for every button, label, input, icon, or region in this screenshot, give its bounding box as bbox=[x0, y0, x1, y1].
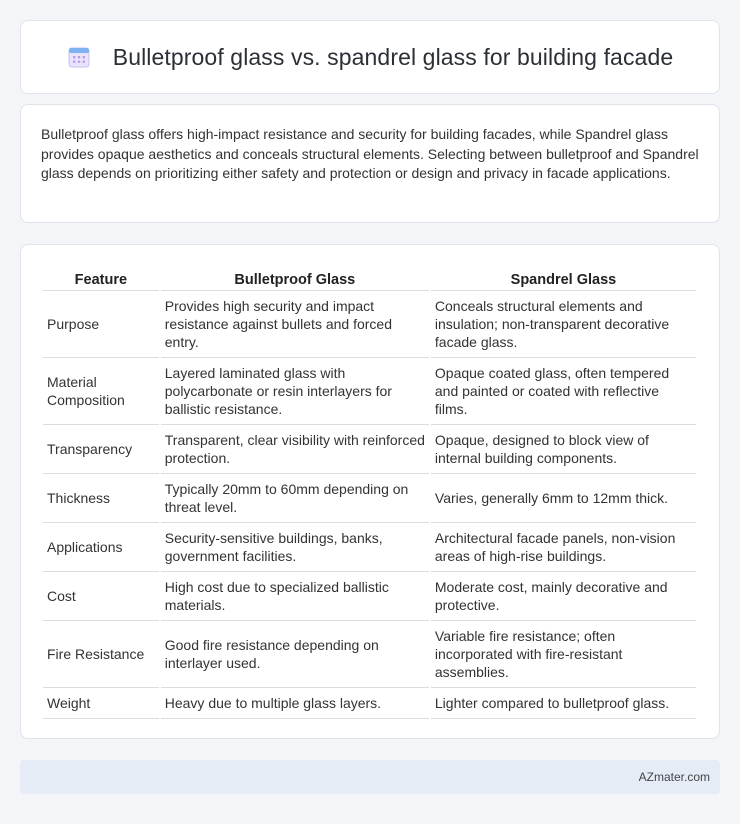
feature-cell: Weight bbox=[43, 688, 159, 719]
spandrel-cell: Variable fire resistance; often incorporated with fire-resistant assemblies. bbox=[431, 621, 696, 688]
description-card bbox=[20, 104, 720, 223]
column-header-spandrel: Spandrel Glass bbox=[431, 265, 696, 291]
table-row bbox=[43, 474, 696, 523]
spandrel-cell: Opaque coated glass, often tempered and painted or coated with reflective films. bbox=[431, 358, 696, 425]
feature-cell: Applications bbox=[43, 523, 159, 572]
feature-cell: Purpose bbox=[43, 291, 159, 358]
table-row bbox=[43, 688, 696, 719]
spandrel-cell: Architectural facade panels, non-vision areas of high-rise buildings. bbox=[431, 523, 696, 572]
feature-cell: Transparency bbox=[43, 425, 159, 474]
feature-cell: Thickness bbox=[43, 474, 159, 523]
bulletproof-cell: Security-sensitive buildings, banks, government facilities. bbox=[161, 523, 429, 572]
table-row bbox=[43, 291, 696, 358]
spandrel-cell: Varies, generally 6mm to 12mm thick. bbox=[431, 474, 696, 523]
footer-bar bbox=[20, 760, 720, 794]
bulletproof-cell: Transparent, clear visibility with reinforced protection. bbox=[161, 425, 429, 474]
column-header-feature: Feature bbox=[43, 265, 159, 291]
bulletproof-cell: Typically 20mm to 60mm depending on threat level. bbox=[161, 474, 429, 523]
title-card bbox=[20, 20, 720, 94]
bulletproof-cell: Good fire resistance depending on interlayer used. bbox=[161, 621, 429, 688]
column-header-bulletproof: Bulletproof Glass bbox=[161, 265, 429, 291]
calendar-icon bbox=[67, 45, 91, 69]
footer-brand: AZmater.com bbox=[638, 770, 710, 784]
comparison-table-card bbox=[20, 244, 720, 739]
feature-cell: Material Composition bbox=[43, 358, 159, 425]
description-text: Bulletproof glass offers high-impact resistance and security for building facades, while Spandrel glass provides opaque aesthetics and conceals structural elements. Selecting between bulletproof and Spandrel glass depends on prioritizing either safety and protection or design and privacy in facade applications. bbox=[41, 126, 699, 181]
table-row bbox=[43, 425, 696, 474]
bulletproof-cell: High cost due to specialized ballistic materials. bbox=[161, 572, 429, 621]
page-title: Bulletproof glass vs. spandrel glass for building facade bbox=[112, 43, 674, 70]
feature-cell: Fire Resistance bbox=[43, 621, 159, 688]
title-wrap bbox=[67, 44, 673, 71]
spandrel-cell: Opaque, designed to block view of internal building components. bbox=[431, 425, 696, 474]
table-header-row bbox=[43, 265, 696, 291]
table-row bbox=[43, 358, 696, 425]
comparison-table bbox=[41, 265, 698, 719]
spandrel-cell: Lighter compared to bulletproof glass. bbox=[431, 688, 696, 719]
feature-cell: Cost bbox=[43, 572, 159, 621]
spandrel-cell: Moderate cost, mainly decorative and protective. bbox=[431, 572, 696, 621]
table-row bbox=[43, 523, 696, 572]
table-row bbox=[43, 621, 696, 688]
table-row bbox=[43, 572, 696, 621]
bulletproof-cell: Provides high security and impact resistance against bullets and forced entry. bbox=[161, 291, 429, 358]
spandrel-cell: Conceals structural elements and insulation; non-transparent decorative facade glass. bbox=[431, 291, 696, 358]
bulletproof-cell: Layered laminated glass with polycarbonate or resin interlayers for ballistic resistance. bbox=[161, 358, 429, 425]
bulletproof-cell: Heavy due to multiple glass layers. bbox=[161, 688, 429, 719]
